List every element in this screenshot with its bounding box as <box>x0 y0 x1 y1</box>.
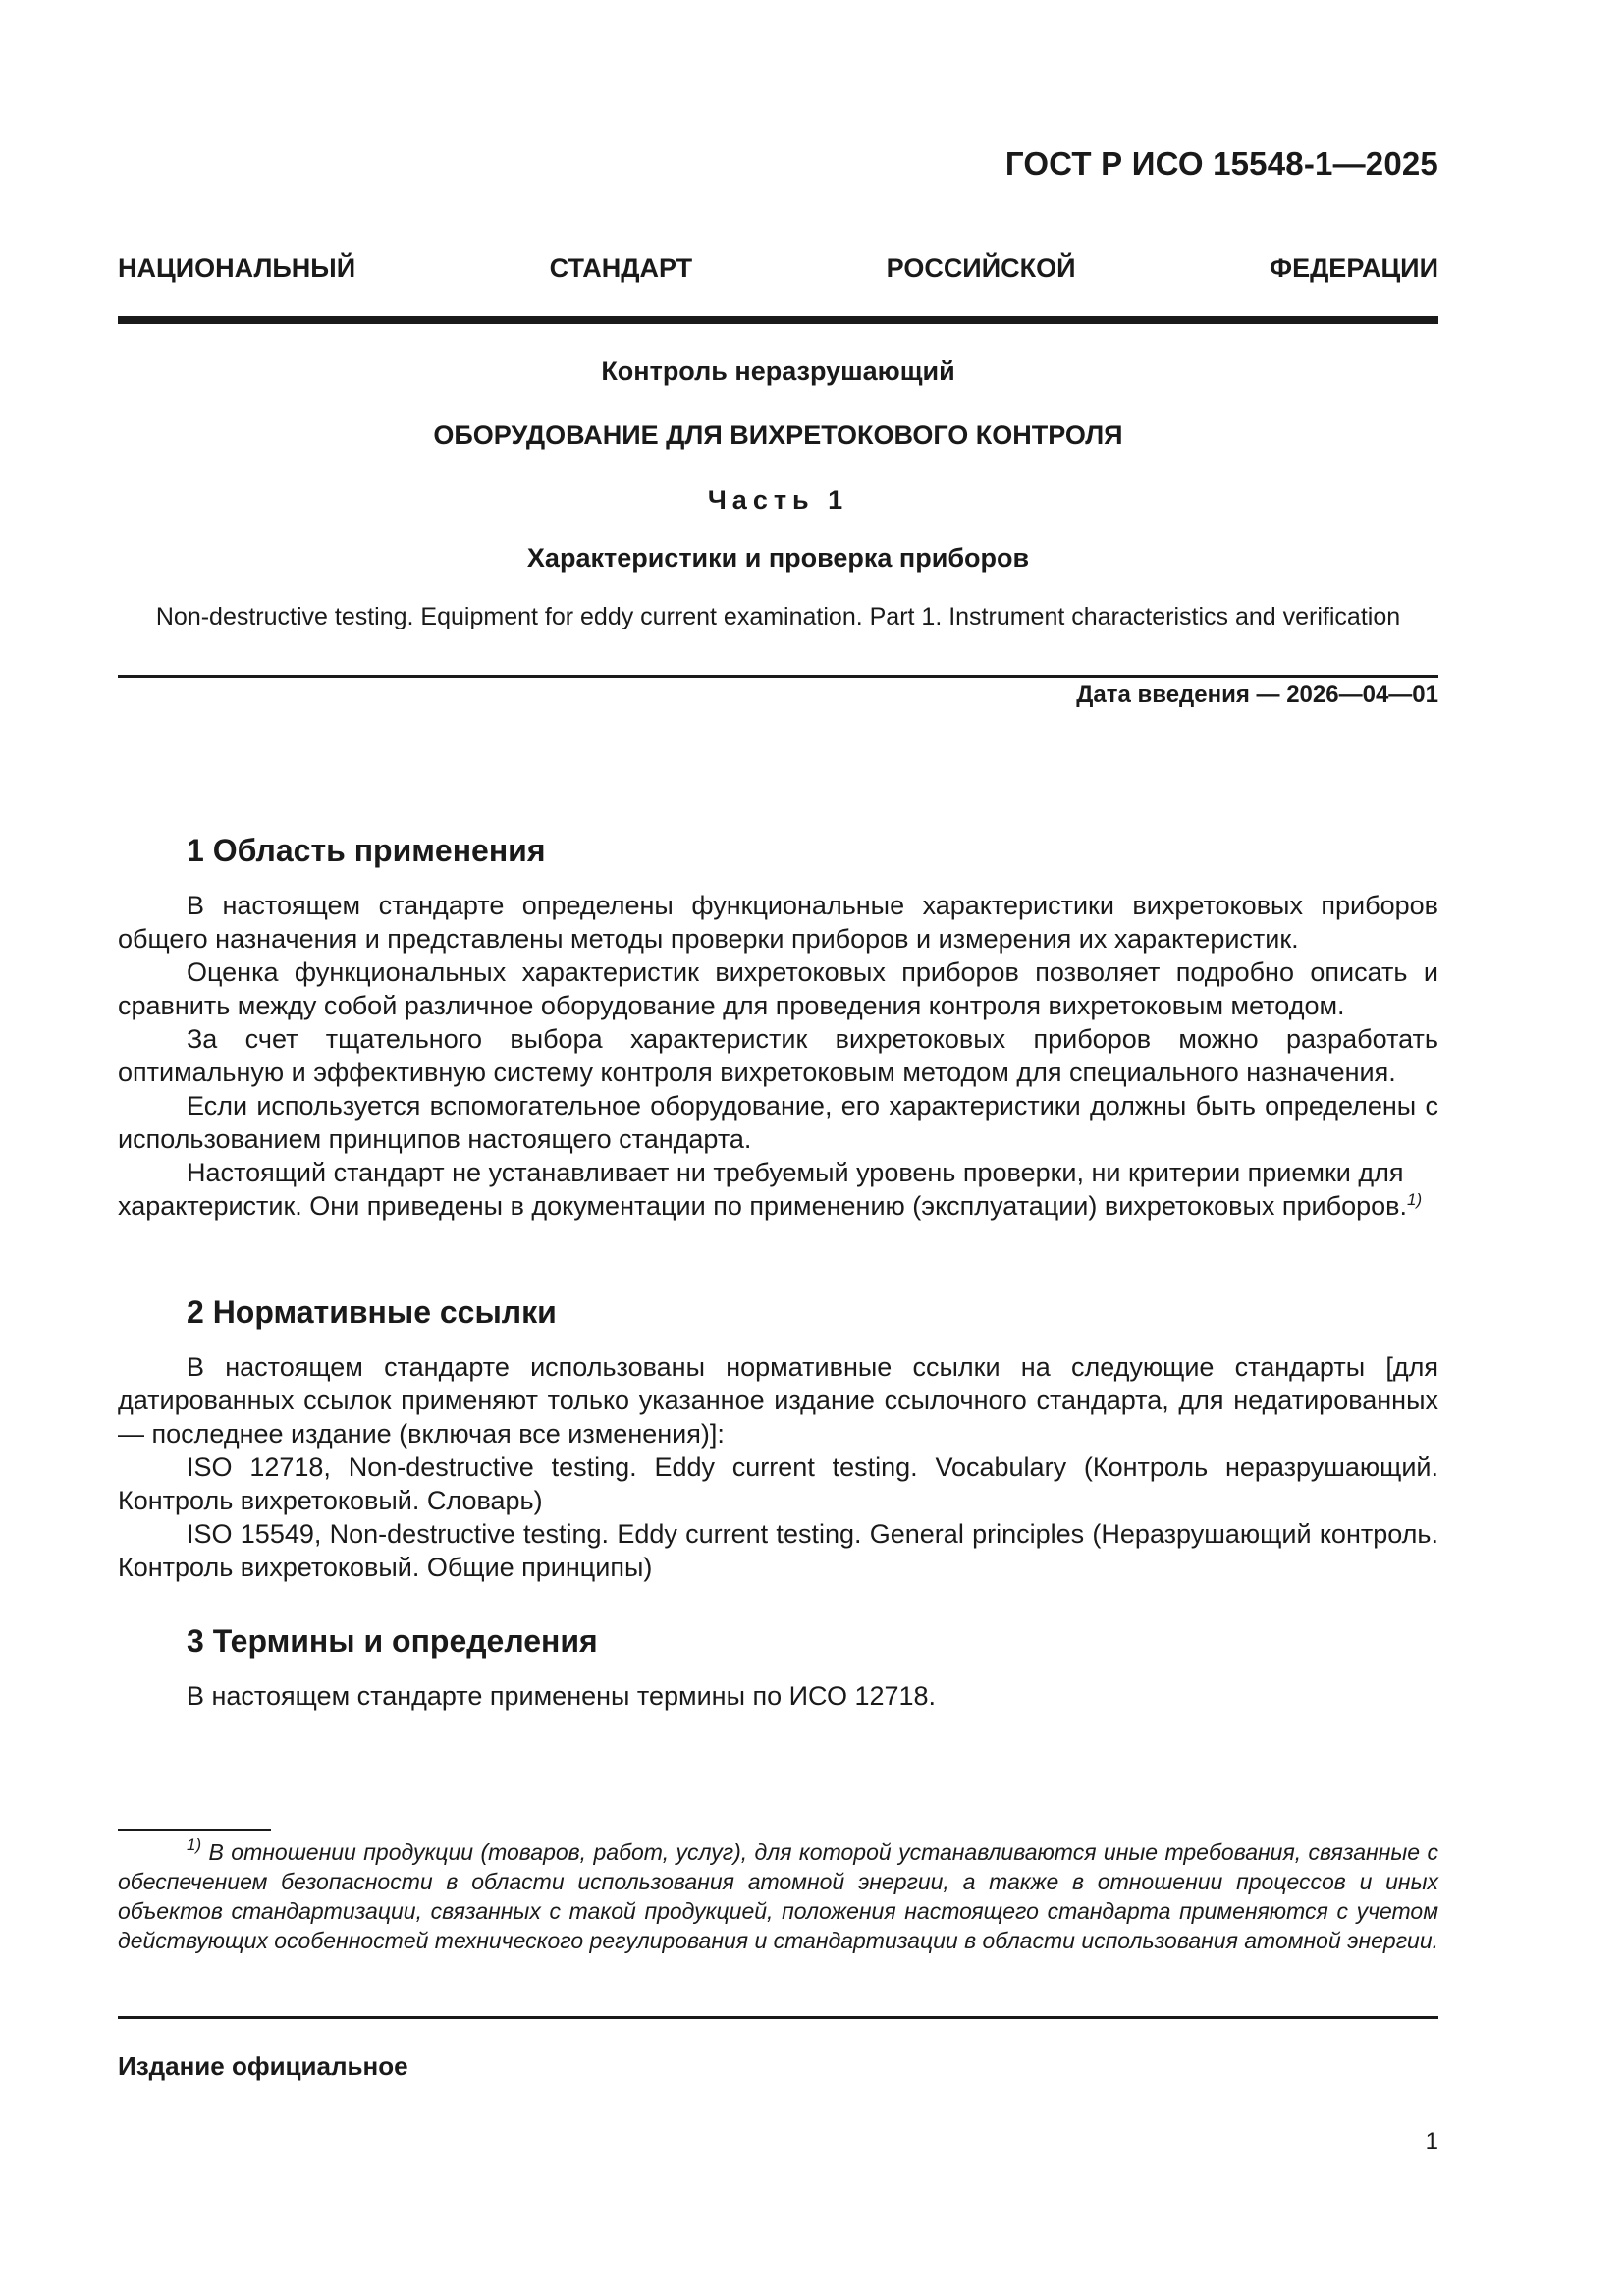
section-1-paragraph: Оценка функциональных характеристик вихретоковых приборов позволяет подробно описать и сравнить между собой различное оборудование для проведения контроля вихретоковым методом. <box>118 957 1438 1020</box>
footnote-divider <box>118 1829 271 1831</box>
section-3-heading: 3 Термины и определения <box>187 1623 598 1659</box>
section-1-paragraph-text: Настоящий стандарт не устанавливает ни требуемый уровень проверки, ни критерии приемки для характеристик. Они приведены в документации по применению (эксплуатации) вихретоковых приборов. <box>118 1158 1407 1221</box>
section-1-paragraph: За счет тщательного выбора характеристик вихретоковых приборов можно разработать оптимальную и эффективную систему контроля вихретоковым методом для специального назначения. <box>118 1024 1438 1087</box>
section-1-heading: 1 Область применения <box>187 833 546 868</box>
introduction-date: Дата введения — 2026—04—01 <box>1076 682 1438 708</box>
title-line-2: ОБОРУДОВАНИЕ ДЛЯ ВИХРЕТОКОВОГО КОНТРОЛЯ <box>433 420 1123 450</box>
title-part-name: Характеристики и проверка приборов <box>526 543 1030 573</box>
page-number: 1 <box>1425 2128 1438 2155</box>
section-1-paragraph: В настоящем стандарте определены функциональные характеристики вихретоковых приборов общего назначения и представлены методы проверки приборов и измерения их характеристик. <box>118 891 1438 954</box>
footnote-marker: 1) <box>187 1835 202 1854</box>
section-1-body <box>118 889 1438 1223</box>
document-code: ГОСТ Р ИСО 15548-1—2025 <box>1004 145 1438 182</box>
section-3-paragraph: В настоящем стандарте применены термины по ИСО 12718. <box>187 1681 937 1711</box>
footnote-reference[interactable]: 1) <box>1406 1190 1423 1209</box>
title-line-1: Контроль неразрушающий <box>601 356 955 386</box>
title-divider <box>118 675 1438 678</box>
section-1-paragraph: Если используется вспомогательное оборудование, его характеристики должны быть определены с использованием принципов настоящего стандарта. <box>118 1091 1438 1154</box>
footnote <box>118 1837 1438 1955</box>
footnote-paragraph <box>118 1837 1438 1955</box>
section-2-paragraph: В настоящем стандарте использованы нормативные ссылки на следующие стандарты [для датированных ссылок применяют только указанное издание ссылочного стандарта, для недатированных — последнее издание (включая все изменения)]: <box>118 1352 1438 1449</box>
section-2-heading: 2 Нормативные ссылки <box>187 1294 557 1330</box>
normative-reference-item: ISO 15549, Non-destructive testing. Eddy current testing. General principles (Неразрушающий контроль. Контроль вихретоковый. Общие принципы) <box>118 1519 1438 1582</box>
title-english: Non-destructive testing. Equipment for eddy current examination. Part 1. Instrument characteristics and verification <box>155 603 1401 630</box>
footnote-text: В отношении продукции (товаров, работ, услуг), для которой устанавливаются иные требования, связанные с обеспечением безопасности в области использования атомной энергии, а также в отношении процессов и иных объектов стандартизации, связанных с такой продукцией, положения настоящего стандарта применяются с учетом действующих особенностей технического регулирования и стандартизации в области использования атомной энергии. <box>118 1839 1439 1953</box>
edition-label: Издание официальное <box>118 2051 408 2081</box>
title-part: Часть 1 <box>707 485 849 515</box>
national-standard-banner: НАЦИОНАЛЬНЫЙ СТАНДАРТ РОССИЙСКОЙ ФЕДЕРАЦИИ <box>118 253 1438 283</box>
footer-divider <box>118 2016 1438 2019</box>
section-1-paragraph <box>118 1156 1438 1223</box>
section-3-body <box>118 1679 1438 1713</box>
header-divider <box>118 316 1438 324</box>
section-2-body <box>118 1350 1438 1584</box>
normative-reference-item: ISO 12718, Non-destructive testing. Eddy current testing. Vocabulary (Контроль неразрушающий. Контроль вихретоковый. Словарь) <box>118 1452 1438 1515</box>
